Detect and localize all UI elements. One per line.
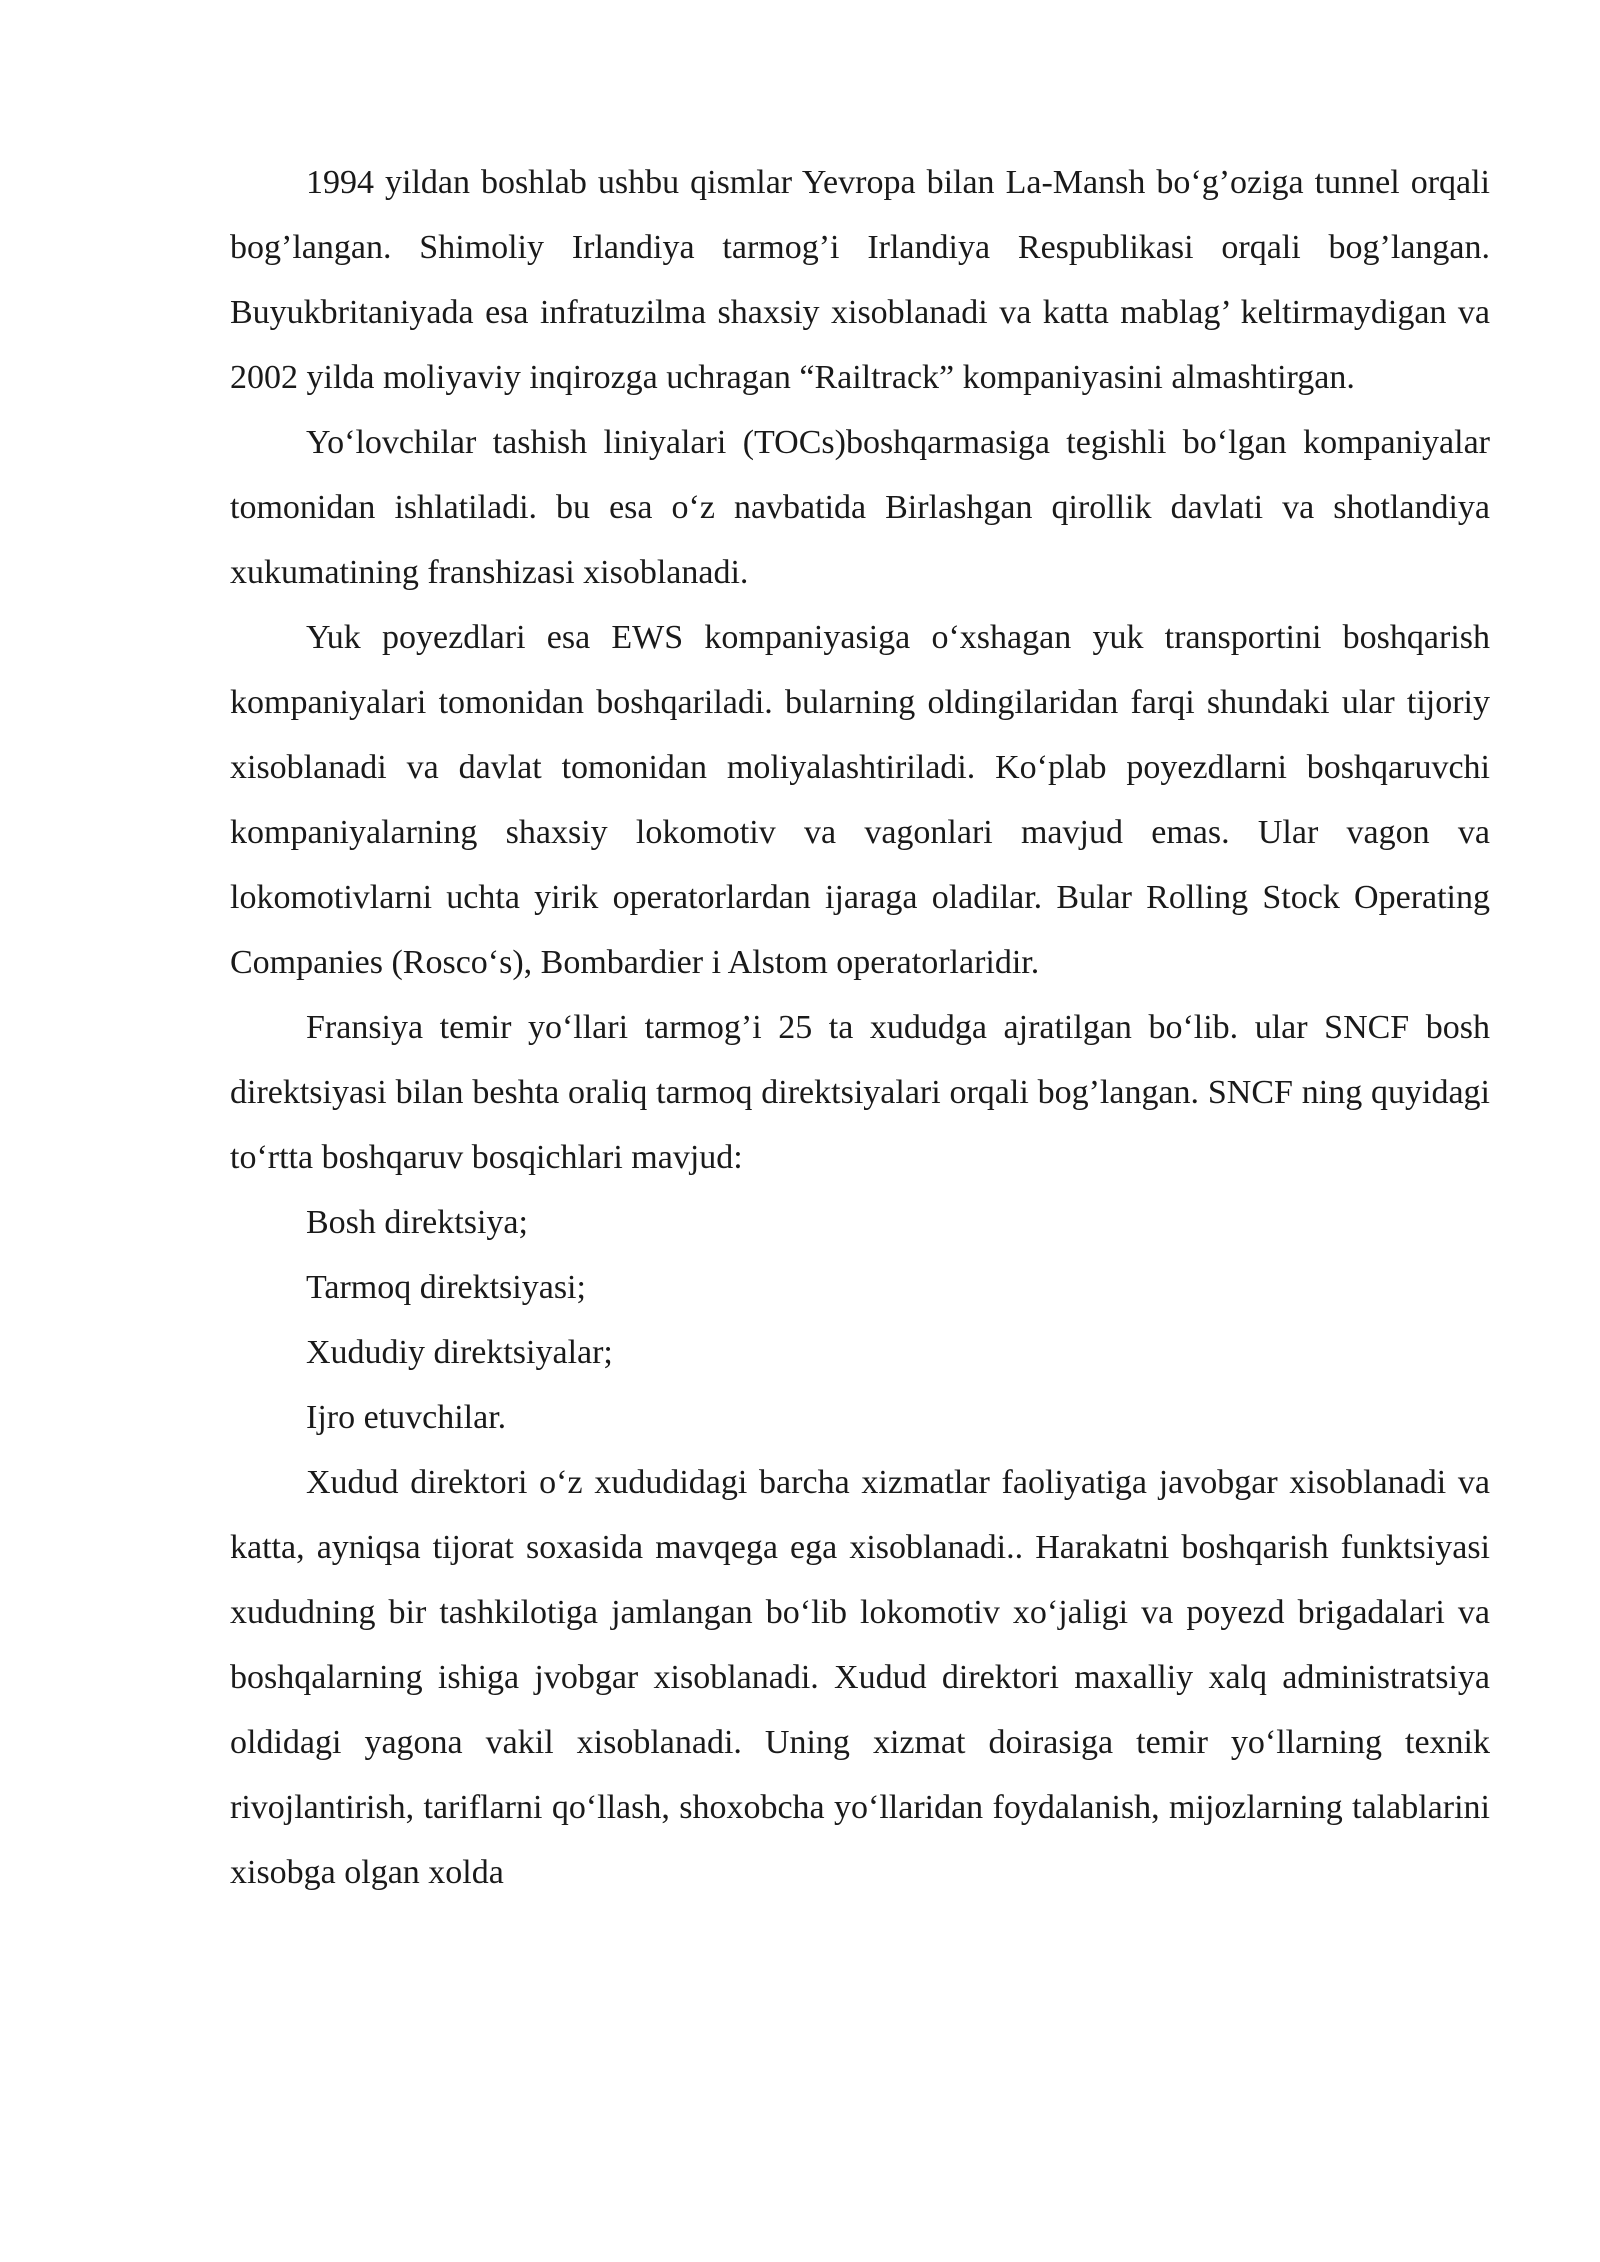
paragraph-france-network: Fransiya temir yo‘llari tarmog’i 25 ta xududga ajratilgan bo‘lib. ular SNCF bosh direktsiyasi bilan beshta oraliq tarmoq direktsiyalari orqali bog’langan. SNCF ning quyidagi to‘rtta boshqaruv bosqichlari mavjud: bbox=[230, 1009, 1490, 1176]
document-page bbox=[230, 150, 1490, 1905]
list-item: Ijro etuvchilar. bbox=[306, 1399, 507, 1436]
paragraph-region-director: Xudud direktori o‘z xududidagi barcha xizmatlar faoliyatiga javobgar xisoblanadi va katta, ayniqsa tijorat soxasida mavqega ega xisoblanadi.. Harakatni boshqarish funktsiyasi xududning bir tashkilotiga jamlangan bo‘lib lokomotiv xo‘jaligi va poyezd brigadalari va boshqalarning ishiga jvobgar xisoblanadi. Xudud direktori maxalliy xalq administratsiya oldidagi yagona vakil xisoblanadi. Uning xizmat doirasiga temir yo‘llarning texnik rivojlantirish, tariflarni qo‘llash, shoxobcha yo‘llaridan foydalanish, mijozlarning talablarini xisobga olgan xolda bbox=[230, 1464, 1490, 1891]
list-item: Bosh direktsiya; bbox=[306, 1204, 528, 1241]
paragraph-railtrack: 1994 yildan boshlab ushbu qismlar Yevropa bilan La-Mansh bo‘g’oziga tunnel orqali bog’langan. Shimoliy Irlandiya tarmog’i Irlandiya Respublikasi orqali bog’langan. Buyukbritaniyada esa infratuzilma shaxsiy xisoblanadi va katta mablag’ keltirmaydigan va 2002 yilda moliyaviy inqirozga uchragan “Railtrack” kompaniyasini almashtirgan. bbox=[230, 164, 1490, 396]
list-item: Xududiy direktsiyalar; bbox=[306, 1334, 613, 1371]
paragraph-passenger-lines: Yo‘lovchilar tashish liniyalari (TOCs)boshqarmasiga tegishli bo‘lgan kompaniyalar tomonidan ishlatiladi. bu esa o‘z navbatida Birlashgan qirollik davlati va shotlandiya xukumatining franshizasi xisoblanadi. bbox=[230, 424, 1490, 591]
paragraph-freight-trains: Yuk poyezdlari esa EWS kompaniyasiga o‘xshagan yuk transportini boshqarish kompaniyalari tomonidan boshqariladi. bularning oldingilaridan farqi shundaki ular tijoriy xisoblanadi va davlat tomonidan moliyalashtiriladi. Ko‘plab poyezdlarni boshqaruvchi kompaniyalarning shaxsiy lokomotiv va vagonlari mavjud emas. Ular vagon va lokomotivlarni uchta yirik operatorlardan ijaraga oladilar. Bular Rolling Stock Operating Companies (Rosco‘s), Bombardier i Alstom operatorlaridir. bbox=[230, 619, 1490, 981]
management-levels-list bbox=[230, 1190, 1490, 1450]
list-item: Tarmoq direktsiyasi; bbox=[306, 1269, 586, 1306]
